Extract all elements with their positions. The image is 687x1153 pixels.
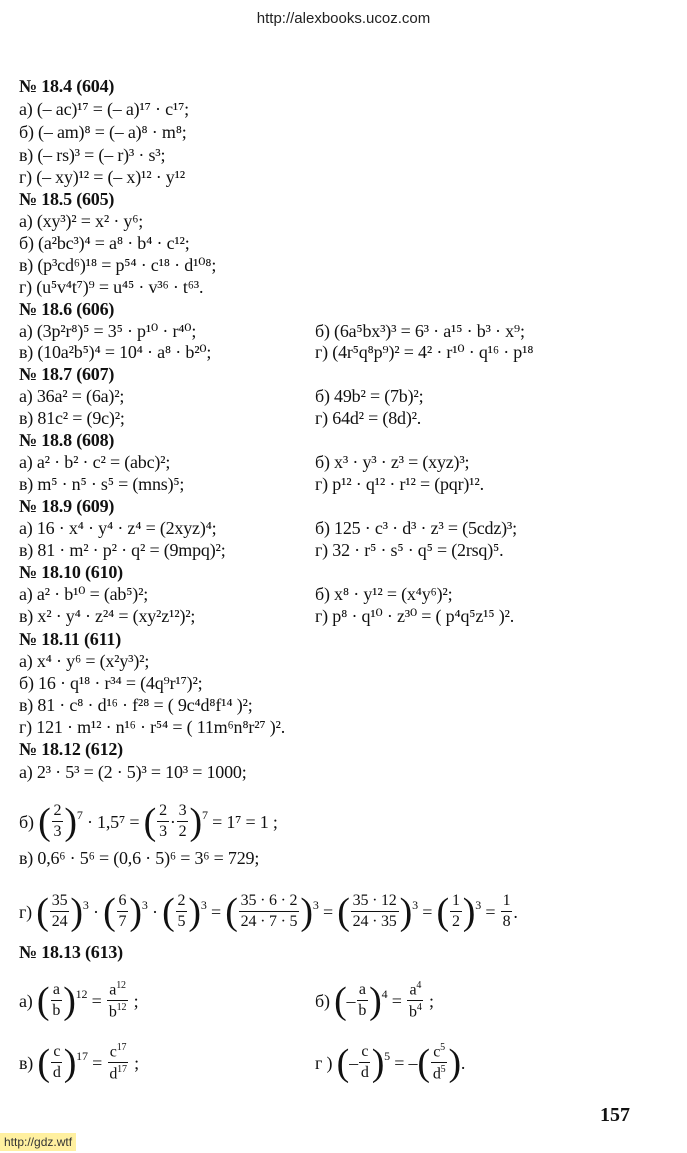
problem-18-12-a: а) 2³ · 5³ = (2 · 5)³ = 10³ = 1000;: [19, 762, 247, 782]
problem-18-10-b: б) x⁸ · y¹² = (x⁴y⁶)²;: [315, 584, 453, 604]
problem-18-13-g: г ) (– $\frac{c}{d}$ )$^5$ = –( $\frac{c^5}{d^5}$ ).: [315, 1041, 466, 1084]
problem-18-13-b: б) (– $\frac{a}{b}$ )$^4$ = $\frac{a^4}{b^4}$ ;: [315, 979, 434, 1022]
problem-18-6-v: в) (10a²b⁵)⁴ = 10⁴ · a⁸ · b²⁰;: [19, 342, 212, 362]
problem-18-5-a: а) (xy³)² = x² · y⁶;: [19, 211, 144, 231]
expr-middle: · 1,5⁷ =: [86, 811, 140, 832]
problem-18-10-a: а) a² · b¹⁰ = (ab⁵)²;: [19, 584, 149, 604]
problem-18-9-a: а) 16 · x⁴ · y⁴ · z⁴ = (2xyz)⁴;: [19, 518, 217, 538]
problem-18-7-v: в) 81c² = (9c)²;: [19, 408, 125, 428]
problem-18-8-b: б) x³ · y³ · z³ = (xyz)³;: [315, 452, 470, 472]
problem-title-18-13: № 18.13 (613): [19, 942, 123, 962]
problem-title-18-5: № 18.5 (605): [19, 189, 115, 209]
problem-18-5-g: г) (u⁵v⁴t⁷)⁹ = u⁴⁵ · v³⁶ · t⁶³.: [19, 277, 204, 297]
problem-title-18-12: № 18.12 (612): [19, 739, 123, 759]
problem-18-10-g: г) p⁸ · q¹⁰ · z³⁰ = ( p⁴q⁵z¹⁵ )².: [315, 606, 515, 626]
problem-18-6-g: г) (4r⁵q⁸p⁹)² = 4² · r¹⁰ · q¹⁶ · p¹⁸: [315, 342, 534, 362]
problem-18-9-g: г) 32 · r⁵ · s⁵ · q⁵ = (2rsq)⁵.: [315, 540, 504, 560]
problem-18-13-a: а) ( $\frac{a}{b}$ )$^{12}$ = $\frac{a^{12}}{b^{12}}$ ;: [19, 979, 139, 1022]
problem-18-6-a: а) (3p²r⁸)⁵ = 3⁵ · p¹⁰ · r⁴⁰;: [19, 321, 197, 341]
problem-title-18-6: № 18.6 (606): [19, 299, 115, 319]
problem-18-8-a: а) a² · b² · c² = (abc)²;: [19, 452, 171, 472]
problem-18-7-g: г) 64d² = (8d)².: [315, 408, 422, 428]
page-url-header: http://alexbooks.ucoz.com: [256, 10, 431, 27]
problem-18-7-b: б) 49b² = (7b)²;: [315, 386, 424, 406]
problem-18-6-b: б) (6a⁵bx³)³ = 6³ · a¹⁵ · b³ · x⁹;: [315, 321, 525, 341]
problem-title-18-7: № 18.7 (607): [19, 364, 115, 384]
problem-title-18-9: № 18.9 (609): [19, 496, 115, 516]
watermark-link[interactable]: http://gdz.wtf: [0, 1133, 76, 1151]
problem-18-4-a: а) (– ac)¹⁷ = (– a)¹⁷ · c¹⁷;: [19, 99, 189, 119]
problem-title-18-4: № 18.4 (604): [19, 76, 115, 96]
problem-18-5-v: в) (p³cd⁶)¹⁸ = p⁵⁴ · c¹⁸ · d¹⁰⁸;: [19, 255, 217, 275]
problem-18-11-b: б) 16 · q¹⁸ · r³⁴ = (4q⁹r¹⁷)²;: [19, 673, 203, 693]
problem-18-12-v: в) 0,6⁶ · 5⁶ = (0,6 · 5)⁶ = 3⁶ = 729;: [19, 848, 260, 868]
problem-title-18-10: № 18.10 (610): [19, 562, 123, 582]
page-number: 157: [600, 1104, 630, 1126]
problem-18-13-v: в) ( $\frac{c}{d}$ )$^{17}$ = $\frac{c^{17}}{d^{17}}$ ;: [19, 1041, 139, 1084]
problem-18-12-g: г) ( $\frac{35}{24}$ )$^3$ · ( $\frac{6}{7}$ )$^3$ · ( $\frac{2}{5}$ )$^3$ = ( $\frac{35 \cdot 6 \cdot 2}{24 \cdot 7 \cdot 5}$ )$^3$ = ( $\frac{35 \cdot 12}{24 \cdot 35}$ )$^3$ = ( $\frac{1}{2}$ )$^3$ = $\frac{1}{8}$ .: [19, 890, 518, 933]
problem-18-5-b: б) (a²bc³)⁴ = a⁸ · b⁴ · c¹²;: [19, 233, 190, 253]
fraction-2-3: $\frac{2}{3}$: [53, 802, 62, 841]
problem-18-8-v: в) m⁵ · n⁵ · s⁵ = (mns)⁵;: [19, 474, 185, 494]
problem-18-11-g: г) 121 · m¹² · n¹⁶ · r⁵⁴ = ( 11m⁶n⁸r²⁷ )².: [19, 717, 286, 737]
problem-18-10-v: в) x² · y⁴ · z²⁴ = (xy²z¹²)²;: [19, 606, 196, 626]
problem-18-4-b: б) (– am)⁸ = (– a)⁸ · m⁸;: [19, 122, 187, 142]
problem-18-4-v: в) (– rs)³ = (– r)³ · s³;: [19, 145, 166, 165]
problem-18-7-a: а) 36a² = (6a)²;: [19, 386, 125, 406]
problem-title-18-11: № 18.11 (611): [19, 629, 121, 649]
expr-tail: = 1⁷ = 1 ;: [212, 811, 278, 832]
problem-18-12-b: б) ( $\frac{2}{3}$ )$^7$ · 1,5⁷ = ( $\frac{2}{3}$ · $\frac{3}{2}$ )$^7$ = 1⁷ = 1 ;: [19, 800, 278, 843]
label-b: б): [19, 811, 34, 832]
problem-18-8-g: г) p¹² · q¹² · r¹² = (pqr)¹².: [315, 474, 484, 494]
problem-18-9-v: в) 81 · m² · p² · q² = (9mpq)²;: [19, 540, 226, 560]
problem-title-18-8: № 18.8 (608): [19, 430, 115, 450]
problem-18-11-a: а) x⁴ · y⁶ = (x²y³)²;: [19, 651, 150, 671]
problem-18-9-b: б) 125 · c³ · d³ · z³ = (5cdz)³;: [315, 518, 517, 538]
problem-18-11-v: в) 81 · c⁸ · d¹⁶ · f²⁸ = ( 9c⁴d⁸f¹⁴ )²;: [19, 695, 253, 715]
problem-18-4-g: г) (– xy)¹² = (– x)¹² · y¹²: [19, 167, 185, 187]
